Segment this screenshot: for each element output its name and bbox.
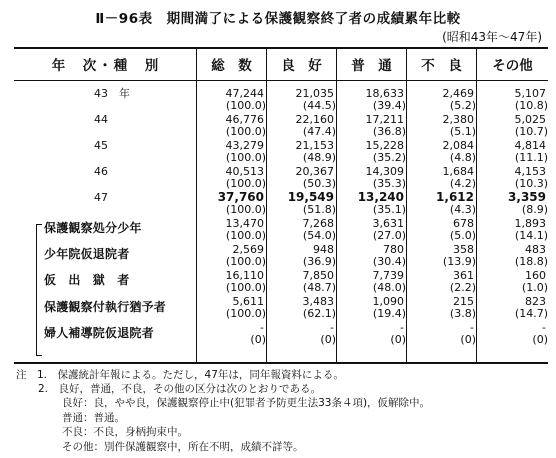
cell-other-count: 5,107 [514,87,546,100]
cell-total-count: - [260,321,264,334]
cell-normal-count: 780 [383,243,404,256]
cell-other-percent: (0) [532,333,548,346]
category-label: 保護観察付執行猶予者 [44,300,167,314]
cell-total-percent: (0) [250,333,266,346]
cell-good-count: 20,367 [295,165,334,178]
table-row-percent [0,124,556,139]
cell-total-percent: (100.0) [225,229,266,242]
cell-normal-count: 18,633 [365,87,404,100]
note-line: その他：別件保護観察中，所在不明，成績不詳等。 [62,441,304,453]
cell-other-count: 3,359 [508,190,546,204]
cell-total-count: 40,513 [225,165,264,178]
category-brace-top [36,224,42,225]
cell-other-count: 823 [525,295,546,308]
cell-good-count: 3,483 [302,295,334,308]
cell-other-count: 4,814 [514,139,546,152]
cell-other-percent: (10.8) [514,99,548,112]
cell-bad-percent: (4.3) [449,203,476,216]
row-year: 44 [94,113,108,126]
cell-bad-percent: (5.0) [449,229,476,242]
cell-normal-count: 15,228 [365,139,404,152]
cell-bad-percent: (5.2) [449,99,476,112]
header-rule [14,80,548,81]
bottom-rule [14,362,548,364]
cell-normal-percent: (35.2) [372,151,406,164]
header-year-type: 年 次・種 別 [51,58,161,74]
cell-bad-count: 2,469 [442,87,474,100]
cell-total-count: 16,110 [225,269,264,282]
cell-total-count: 37,760 [217,190,264,204]
cell-total-count: 46,776 [225,113,264,126]
cell-bad-count: 1,684 [442,165,474,178]
cell-good-percent: (48.9) [302,151,336,164]
category-label: 婦人補導院仮退院者 [44,326,154,340]
header-bad: 不 良 [421,58,462,74]
cell-bad-percent: (3.8) [449,307,476,320]
note-line: 不良：不良，身柄拘束中。 [62,426,188,438]
cell-normal-percent: (27.0) [372,229,406,242]
cell-normal-count: 17,211 [365,113,404,126]
row-year: 46 [94,165,108,178]
cell-good-count: 948 [313,243,334,256]
cell-bad-percent: (0) [460,333,476,346]
row-year: 45 [94,139,108,152]
cell-other-count: 1,893 [514,217,546,230]
cell-normal-count: 1,090 [372,295,404,308]
cell-bad-percent: (5.1) [449,125,476,138]
table-row-percent [0,98,556,113]
cell-normal-percent: (19.4) [372,307,406,320]
cell-total-count: 43,279 [225,139,264,152]
cell-normal-percent: (39.4) [372,99,406,112]
cell-other-percent: (10.7) [514,125,548,138]
header-total: 総 数 [211,58,252,74]
category-brace [36,224,37,356]
cell-total-count: 13,470 [225,217,264,230]
cell-normal-percent: (30.4) [372,255,406,268]
cell-good-percent: (36.9) [302,255,336,268]
cell-normal-percent: (48.0) [372,281,406,294]
cell-normal-percent: (35.3) [372,177,406,190]
table-period: (昭和43年～47年) [442,30,542,44]
note-line: 2. 良好，普通，不良，その他の区分は次のとおりである。 [38,383,322,395]
row-year: 47 [94,191,108,204]
cell-normal-percent: (35.1) [372,203,406,216]
cell-other-percent: (10.3) [514,177,548,190]
cell-other-percent: (1.0) [521,281,548,294]
cell-normal-count: - [400,321,404,334]
note-line: 注 1. 保護統計年報による。ただし，47年は，同年報資料による。 [16,369,344,381]
cell-total-percent: (100.0) [225,255,266,268]
row-year: 43 年 [94,87,130,100]
cell-bad-count: 1,612 [436,190,474,204]
cell-total-percent: (100.0) [225,177,266,190]
cell-normal-percent: (0) [390,333,406,346]
cell-other-percent: (18.8) [514,255,548,268]
cell-bad-count: 215 [453,295,474,308]
category-label: 保護観察処分少年 [44,221,142,235]
cell-normal-count: 3,631 [372,217,404,230]
table-row-percent [0,176,556,191]
note-line: 良好：良，やや良，保護観察停止中(犯罪者予防更生法33条４項)，仮解除中。 [62,397,431,409]
cell-good-count: 7,268 [302,217,334,230]
cell-bad-percent: (4.2) [449,177,476,190]
header-other: その他 [492,58,533,74]
cell-good-percent: (0) [320,333,336,346]
table-title: Ⅱ－96表 期間満了による保護観察終了者の成績累年比較 [95,11,461,27]
category-label: 少年院仮退院者 [44,247,130,261]
cell-bad-count: 2,380 [442,113,474,126]
cell-normal-count: 14,309 [365,165,404,178]
category-label: 仮 出 獄 者 [44,273,130,287]
cell-bad-count: 361 [453,269,474,282]
cell-good-percent: (44.5) [302,99,336,112]
cell-good-percent: (47.4) [302,125,336,138]
header-good: 良 好 [281,58,322,74]
cell-other-count: 483 [525,243,546,256]
cell-other-count: 160 [525,269,546,282]
cell-total-count: 47,244 [225,87,264,100]
table-row-percent [0,150,556,165]
cell-good-count: - [330,321,334,334]
cell-total-percent: (100.0) [225,203,266,216]
cell-bad-count: 678 [453,217,474,230]
cell-total-count: 5,611 [232,295,264,308]
cell-other-percent: (14.1) [514,229,548,242]
cell-good-percent: (50.3) [302,177,336,190]
cell-normal-percent: (36.8) [372,125,406,138]
note-line: 普通：普通。 [62,412,125,424]
cell-other-percent: (14.7) [514,307,548,320]
cell-bad-count: 2,084 [442,139,474,152]
cell-bad-count: 358 [453,243,474,256]
cell-normal-count: 7,739 [372,269,404,282]
cell-total-percent: (100.0) [225,281,266,294]
cell-total-percent: (100.0) [225,151,266,164]
cell-good-percent: (48.7) [302,281,336,294]
cell-other-count: 5,025 [514,113,546,126]
cell-normal-count: 13,240 [357,190,404,204]
cell-total-percent: (100.0) [225,99,266,112]
header-normal: 普 通 [351,58,392,74]
cell-bad-percent: (2.2) [449,281,476,294]
cell-good-percent: (62.1) [302,307,336,320]
cell-good-percent: (54.0) [302,229,336,242]
cell-other-percent: (8.9) [521,203,548,216]
cell-other-percent: (11.1) [514,151,548,164]
cell-bad-count: - [470,321,474,334]
table-row-percent [0,202,556,217]
cell-good-percent: (51.8) [302,203,336,216]
cell-bad-percent: (13.9) [442,255,476,268]
cell-good-count: 21,035 [295,87,334,100]
cell-total-percent: (100.0) [225,125,266,138]
cell-good-count: 19,549 [287,190,334,204]
cell-total-count: 2,569 [232,243,264,256]
cell-bad-percent: (4.8) [449,151,476,164]
cell-good-count: 21,153 [295,139,334,152]
category-brace-bottom [36,355,42,356]
cell-good-count: 22,160 [295,113,334,126]
cell-good-count: 7,850 [302,269,334,282]
cell-total-percent: (100.0) [225,307,266,320]
cell-other-count: - [542,321,546,334]
top-rule [14,47,548,49]
cell-other-count: 4,153 [514,165,546,178]
